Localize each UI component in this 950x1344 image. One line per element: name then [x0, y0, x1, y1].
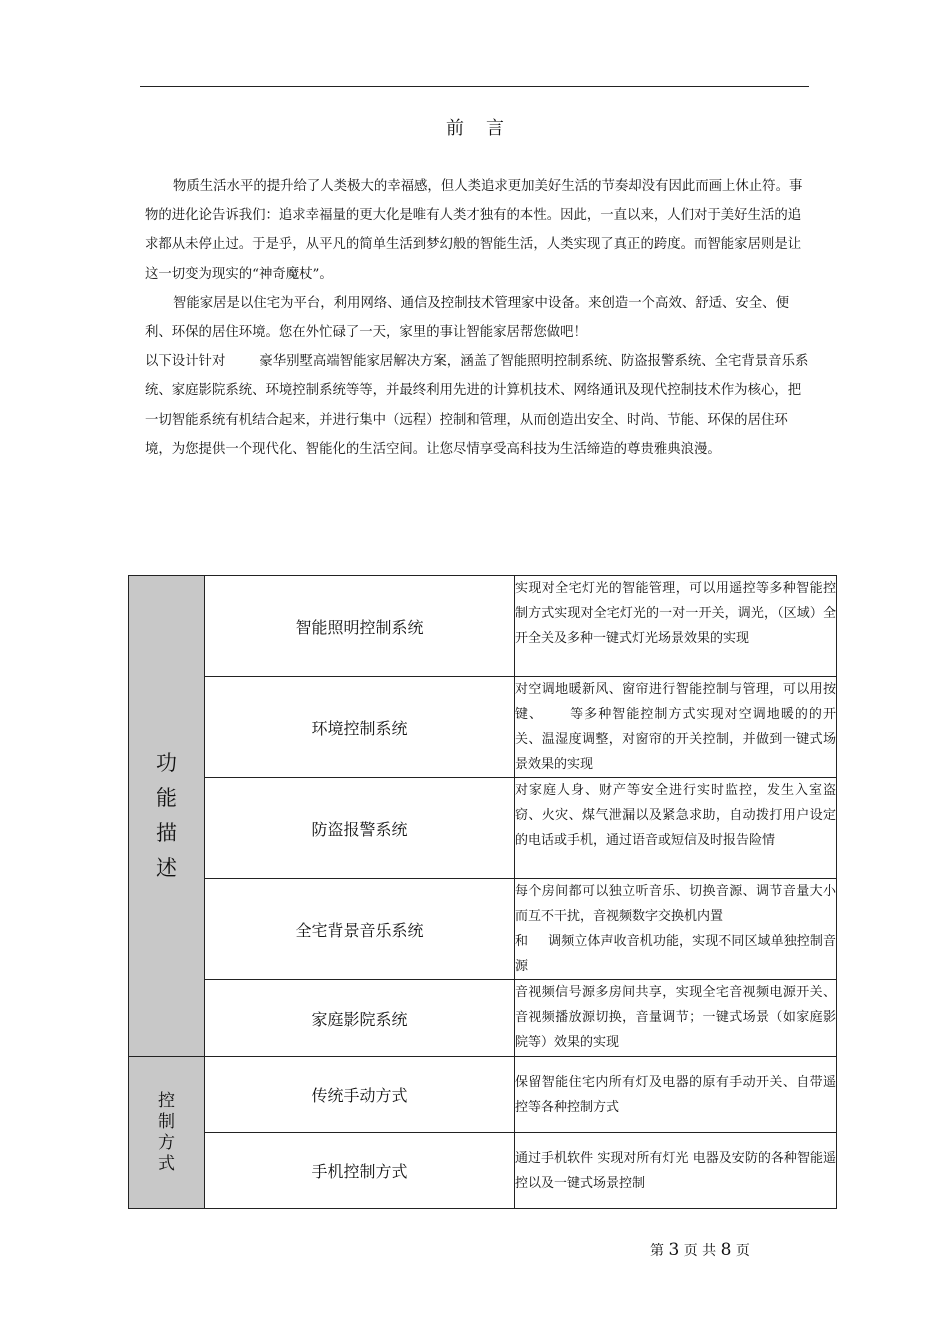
current-page-number: 3 — [668, 1240, 680, 1260]
page-footer: 第 3 页 共 8 页 — [650, 1240, 750, 1260]
table-row — [129, 576, 837, 677]
table-row — [129, 1057, 837, 1133]
intro-paragraph-3 — [145, 347, 813, 464]
system-description: 对空调地暖新风、窗帘进行智能控制与管理，可以用按键、 等多种智能控制方式实现对空调地暖的的开关、温湿度调整，对窗帘的开关控制，并做到一键式场景效果的实现 — [515, 677, 837, 778]
control-method-description: 保留智能住宅内所有灯及电器的原有手动开关、自带遥控等各种控制方式 — [515, 1057, 837, 1133]
page-title: 前言 — [446, 118, 526, 139]
system-name: 全宅背景音乐系统 — [205, 879, 515, 980]
control-method-description: 通过手机软件 实现对所有灯光 电器及安防的各种智能遥控以及一键式场景控制 — [515, 1133, 837, 1209]
control-category-cell: 控 制 方 式 — [129, 1057, 205, 1209]
table-row — [129, 879, 837, 980]
table-row — [129, 1133, 837, 1209]
feature-table — [128, 575, 837, 1209]
system-name: 家庭影院系统 — [205, 980, 515, 1057]
intro-paragraph-3-body: 豪华别墅高端智能家居解决方案，涵盖了智能照明控制系统、防盗报警系统、全宅背景音乐系统、家庭影院系统、环境控制系统等等，并最终利用先进的计算机技术、网络通讯及现代控制技术作为核心，把一切智能系统有机结合起来，并进行集中（远程）控制和管理，从而创造出安全、时尚、节能、环保的居住环境，为您提供一个现代化、智能化的生活空间。让您尽情享受高科技为生活缔造的尊贵雅典浪漫。 — [145, 354, 809, 457]
system-description: 对家庭人身、财产等安全进行实时监控，发生入室盗窃、火灾、煤气泄漏以及紧急求助，自动拨打用户设定的电话或手机，通过语音或短信及时报告险情 — [515, 778, 837, 879]
system-description: 每个房间都可以独立听音乐、切换音源、调节音量大小而互不干扰，音视频数字交换机内置 和 调频立体声收音机功能，实现不同区域单独控制音源 — [515, 879, 837, 980]
function-category-cell: 功 能 描 述 — [129, 576, 205, 1057]
system-description: 实现对全宅灯光的智能管理，可以用遥控等多种智能控制方式实现对全宅灯光的一对一开关，调光，（区域）全开全关及多种一键式灯光场景效果的实现 — [515, 576, 837, 677]
table-row — [129, 980, 837, 1057]
table-row — [129, 778, 837, 879]
intro-paragraph-2: 智能家居是以住宅为平台，利用网络、通信及控制技术管理家中设备。来创造一个高效、舒适、安全、便利、环保的居住环境。您在外忙碌了一天，家里的事让智能家居帮您做吧！ — [145, 295, 789, 341]
system-name: 防盗报警系统 — [205, 778, 515, 879]
system-name: 环境控制系统 — [205, 677, 515, 778]
intro-paragraph-1: 物质生活水平的提升给了人类极大的幸福感，但人类追求更加美好生活的节奏却没有因此而画上休止符。事物的进化论告诉我们：追求幸福量的更大化是唯有人类才独有的本性。因此，一直以来，人们对于美好生活的追求都从未停止过。于是乎，从平凡的简单生活到梦幻般的智能生活，人类实现了真正的跨度。而智能家居则是让这一切变为现实的“神奇魔杖”。 — [145, 179, 803, 282]
total-page-number: 8 — [720, 1240, 732, 1260]
header-rule — [140, 86, 809, 87]
intro-text — [145, 172, 813, 464]
intro-paragraph-3-lead: 以下设计针对 — [145, 354, 226, 370]
system-name: 智能照明控制系统 — [205, 576, 515, 677]
control-method-name: 传统手动方式 — [205, 1057, 515, 1133]
table-row — [129, 677, 837, 778]
control-method-name: 手机控制方式 — [205, 1133, 515, 1209]
system-description: 音视频信号源多房间共享，实现全宅音视频电源开关、音视频播放源切换，音量调节；一键式场景（如家庭影院等）效果的实现 — [515, 980, 837, 1057]
